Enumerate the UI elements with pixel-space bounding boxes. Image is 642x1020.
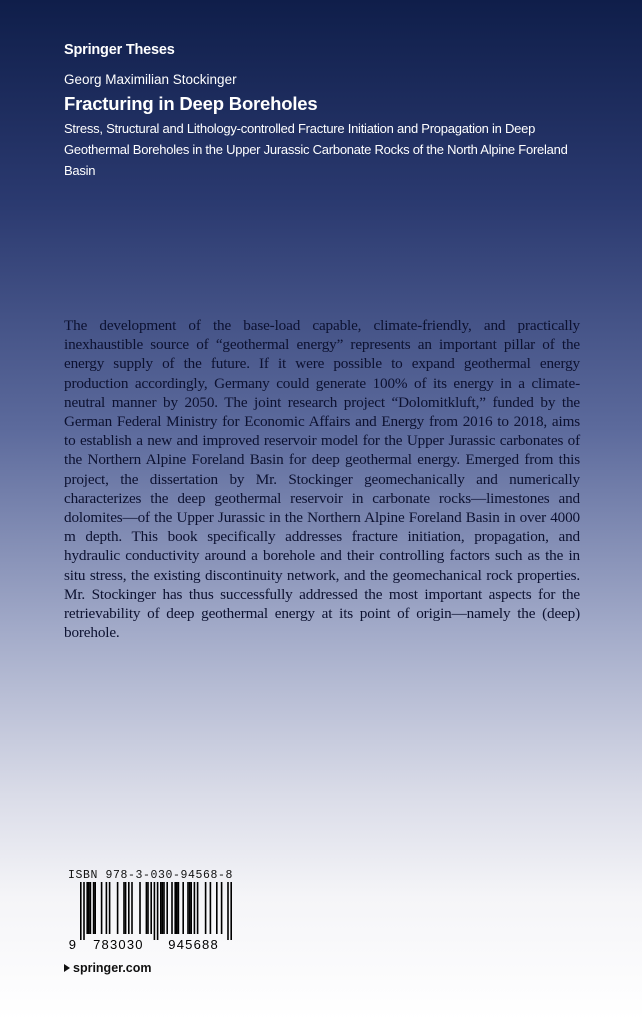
springer-website-link[interactable] xyxy=(64,961,152,975)
barcode-bar xyxy=(205,882,207,934)
barcode-bar xyxy=(216,882,218,934)
barcode-bar xyxy=(174,882,176,934)
book-subtitle: Stress, Structural and Lithology-controlled Fracture Initiation and Propagation in Deep Geothermal Boreholes in the Upper Jurassic Carbonate Rocks of the North Alpine Foreland Basin xyxy=(64,121,568,178)
barcode-bar xyxy=(86,882,88,934)
barcode-bar xyxy=(131,882,133,934)
barcode-bar xyxy=(178,882,180,934)
barcode-bar xyxy=(94,882,96,934)
isbn-label: ISBN 978-3-030-94568-8 xyxy=(68,869,234,882)
barcode-bar xyxy=(125,882,127,934)
barcode-digits: 945688 xyxy=(168,937,219,952)
barcode-bar xyxy=(80,882,82,940)
barcode-bar xyxy=(106,882,108,934)
barcode-bar xyxy=(90,882,92,934)
barcode-bar xyxy=(117,882,119,934)
barcode-digits: 783030 xyxy=(93,937,144,952)
barcode-bar xyxy=(150,882,152,934)
barcode-bar xyxy=(221,882,223,934)
website-text: springer.com xyxy=(73,961,152,975)
barcode-bar xyxy=(128,882,130,934)
barcode-bar xyxy=(230,882,232,940)
barcode-bar xyxy=(210,882,212,934)
barcode-bar xyxy=(146,882,148,934)
barcode-bar xyxy=(176,882,178,934)
barcode-bar xyxy=(154,882,156,940)
barcode-bar xyxy=(157,882,159,940)
series-name: Springer Theses xyxy=(64,42,175,58)
barcode-bar xyxy=(101,882,103,934)
barcode-bar xyxy=(163,882,165,934)
arrow-right-icon xyxy=(64,964,70,972)
barcode-bar xyxy=(83,882,85,940)
author-name: Georg Maximilian Stockinger xyxy=(64,72,237,87)
barcode-bar xyxy=(189,882,191,934)
barcode-bar xyxy=(160,882,162,934)
barcode-bar xyxy=(194,882,196,934)
barcode-bar xyxy=(93,882,95,934)
barcode-bar xyxy=(88,882,90,934)
barcode-bar xyxy=(123,882,125,934)
barcode-bar xyxy=(139,882,141,934)
book-title: Fracturing in Deep Boreholes xyxy=(64,93,318,114)
barcode-bar xyxy=(162,882,164,934)
barcode-digits: 9 xyxy=(68,937,78,952)
back-cover-blurb: The development of the base-load capable, climate-friendly, and practically inexhaustible source of “geothermal energy” represents an important pillar of the energy supply of the future. If it were possible to expand geothermal energy production accordingly, Germany could generate 100% of its energy in a climate-neutral manner by 2050. The joint research project “Dolomitkluft,” funded by the German Federal Ministry for Economic Affairs and Energy from 2016 to 2018, aims to establish a new and improved reservoir model for the Upper Jurassic carbonates of the Northern Alpine Foreland Basin for deep geothermal energy. Emerged from this project, the dissertation by Mr. Stockinger geomechanically and numerically characterizes the deep geothermal reservoir in carbonate rocks—limestones and dolomites—of the Upper Jurassic in the Northern Alpine Foreland Basin in over 4000 m depth. This book specifically addresses fracture initiation, propagation, and hydraulic conductivity around a borehole and their controlling factors such as the in situ stress, the existing discontinuity network, and the geomechanical rock properties. Mr. Stockinger has thus successfully addressed the most important aspects for the retrievability of deep geothermal energy at its point of origin—namely the (deep) borehole. xyxy=(64,317,580,642)
barcode-bar xyxy=(147,882,149,934)
barcode-bar xyxy=(171,882,173,934)
barcode-bar xyxy=(166,882,168,934)
barcode-bar xyxy=(109,882,111,934)
barcode-bar xyxy=(190,882,192,934)
barcode-bar xyxy=(227,882,229,940)
barcode xyxy=(66,882,236,952)
barcode-bar xyxy=(197,882,199,934)
barcode-bar xyxy=(182,882,184,934)
barcode-bar xyxy=(187,882,189,934)
